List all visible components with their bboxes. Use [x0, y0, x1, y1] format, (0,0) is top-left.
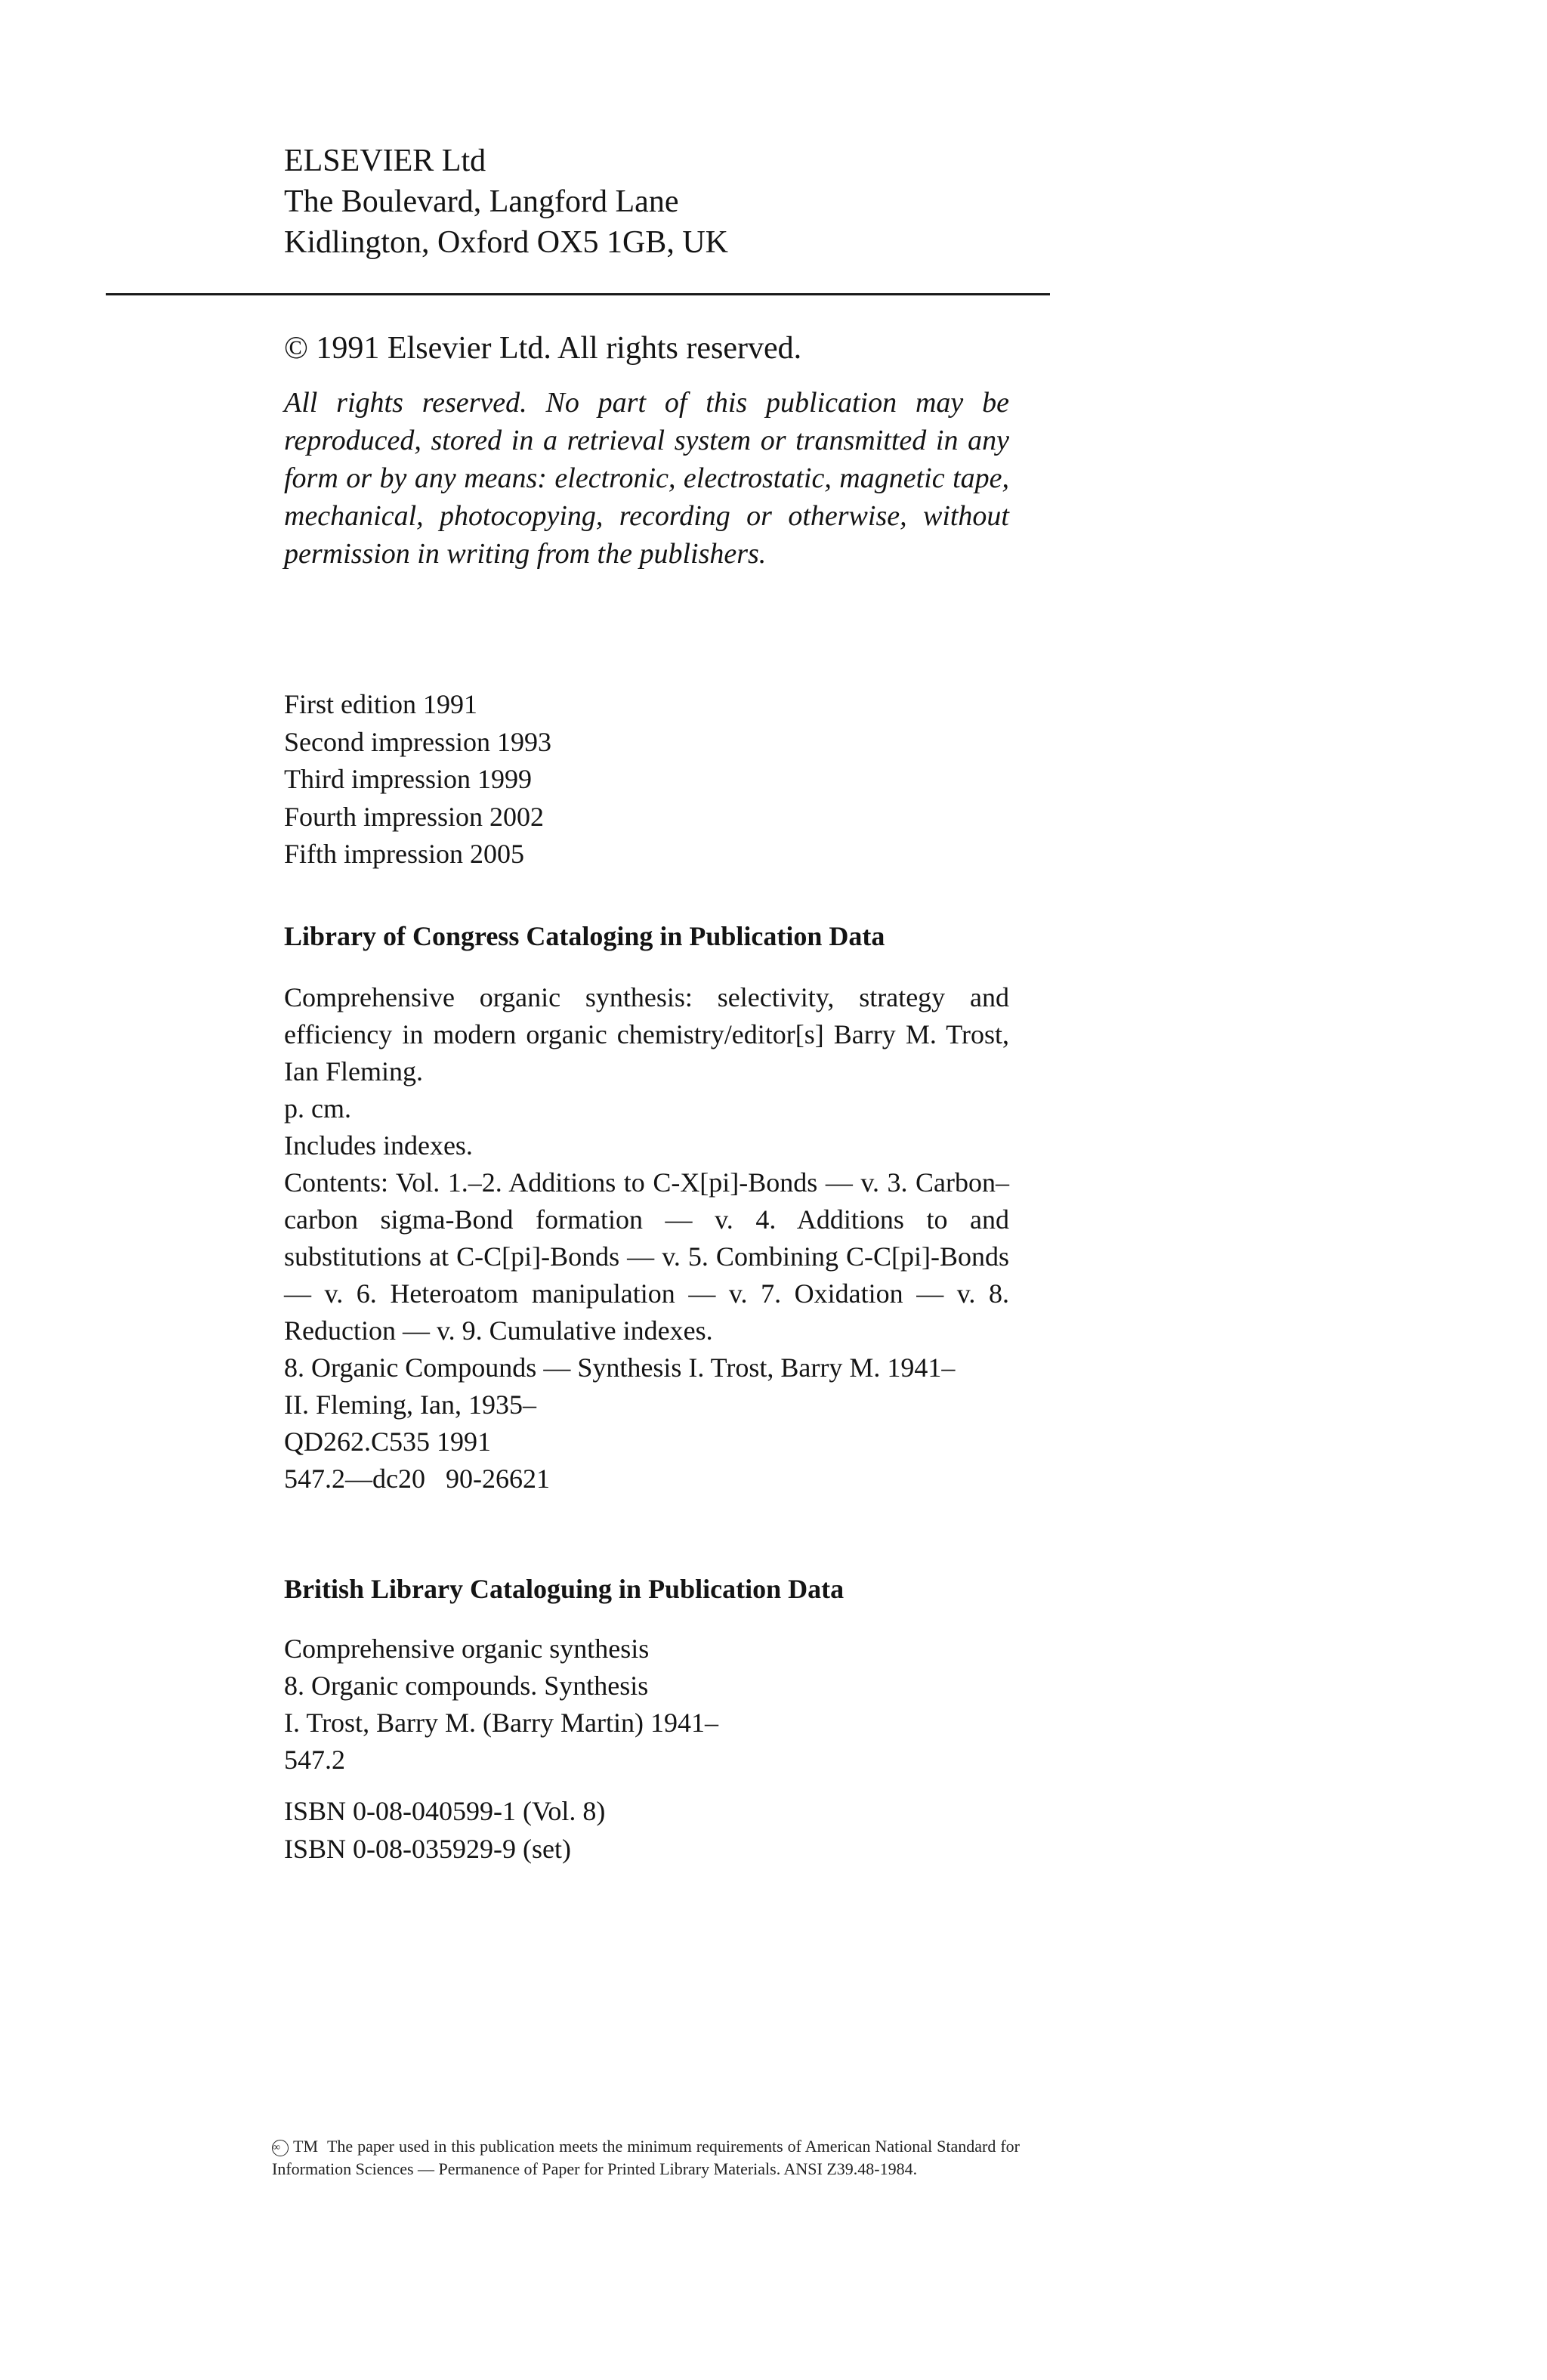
isbn-volume: ISBN 0-08-040599-1 (Vol. 8) — [284, 1796, 606, 1826]
paper-permanence-note — [272, 2135, 1020, 2181]
isbn-block — [284, 1792, 605, 1868]
publisher-name: ELSEVIER Ltd — [284, 144, 486, 178]
loc-classification — [284, 1460, 1009, 1498]
rights-notice: All rights reserved. No part of this publication may be reproduced, stored in a retrieval system or transmitted in any form or by any means: electronic, electrostatic, magnetic tape, mechanical, photocopying, recording or otherwise, without permission in writing from the publishers. — [284, 387, 1009, 570]
copyright-line: © 1991 Elsevier Ltd. All rights reserved. — [284, 331, 802, 366]
impression-line: First edition 1991 — [284, 689, 478, 719]
isbn-set: ISBN 0-08-035929-9 (set) — [284, 1834, 571, 1864]
impression-history — [284, 686, 551, 873]
loc-dewey: 547.2—dc20 — [284, 1464, 425, 1494]
loc-lccn: 90-26621 — [445, 1464, 550, 1494]
infinity-icon: ∞ — [272, 2140, 289, 2156]
horizontal-rule — [106, 293, 1050, 295]
loc-cataloging-data — [284, 979, 1009, 1498]
loc-physical: p. cm. — [284, 1093, 351, 1124]
loc-includes: Includes indexes. — [284, 1130, 473, 1161]
british-library-heading: British Library Cataloguing in Publication Data — [284, 1574, 845, 1604]
brit-line: 547.2 — [284, 1745, 345, 1775]
impression-line: Fourth impression 2002 — [284, 801, 545, 832]
impression-line: Third impression 1999 — [284, 764, 532, 794]
publisher-city: Kidlington, Oxford OX5 1GB, UK — [284, 225, 728, 260]
brit-line: 8. Organic compounds. Synthesis — [284, 1671, 649, 1701]
paper-permanence-text: The paper used in this publication meets the minimum requirements of American National Standard for Information Sciences — Permanence of Paper for Printed Library Materials. ANSI Z39.48-1984. — [272, 2137, 1020, 2178]
loc-heading: Library of Congress Cataloging in Publication Data — [284, 921, 885, 951]
loc-call-number: QD262.C535 1991 — [284, 1426, 492, 1457]
brit-line: I. Trost, Barry M. (Barry Martin) 1941– — [284, 1708, 718, 1738]
publisher-address — [284, 141, 728, 263]
impression-line: Second impression 1993 — [284, 726, 551, 757]
loc-contents: Contents: Vol. 1.–2. Additions to C-X[pi]-Bonds — v. 3. Carbon–carbon sigma-Bond formation — v. 4. Additions to and substitutions at C-C[pi]-Bonds — v. 5. Combining C-C[pi]-Bonds — v. 6. Heteroatom manipulation — v. 7. Oxidation — v. 8. Reduction — v. 9. Cumulative indexes. — [284, 1167, 1009, 1346]
loc-added-entry: II. Fleming, Ian, 1935– — [284, 1389, 536, 1420]
brit-line: Comprehensive organic synthesis — [284, 1634, 650, 1664]
loc-description: Comprehensive organic synthesis: selectivity, strategy and efficiency in modern organic chemistry/editor[s] Barry M. Trost, Ian Fleming. — [284, 982, 1009, 1086]
publisher-street: The Boulevard, Langford Lane — [284, 184, 679, 219]
trademark-mark: TM — [293, 2137, 318, 2156]
british-library-data — [284, 1630, 718, 1779]
impression-line: Fifth impression 2005 — [284, 839, 525, 869]
loc-subject: 8. Organic Compounds — Synthesis I. Trost, Barry M. 1941– — [284, 1352, 956, 1383]
